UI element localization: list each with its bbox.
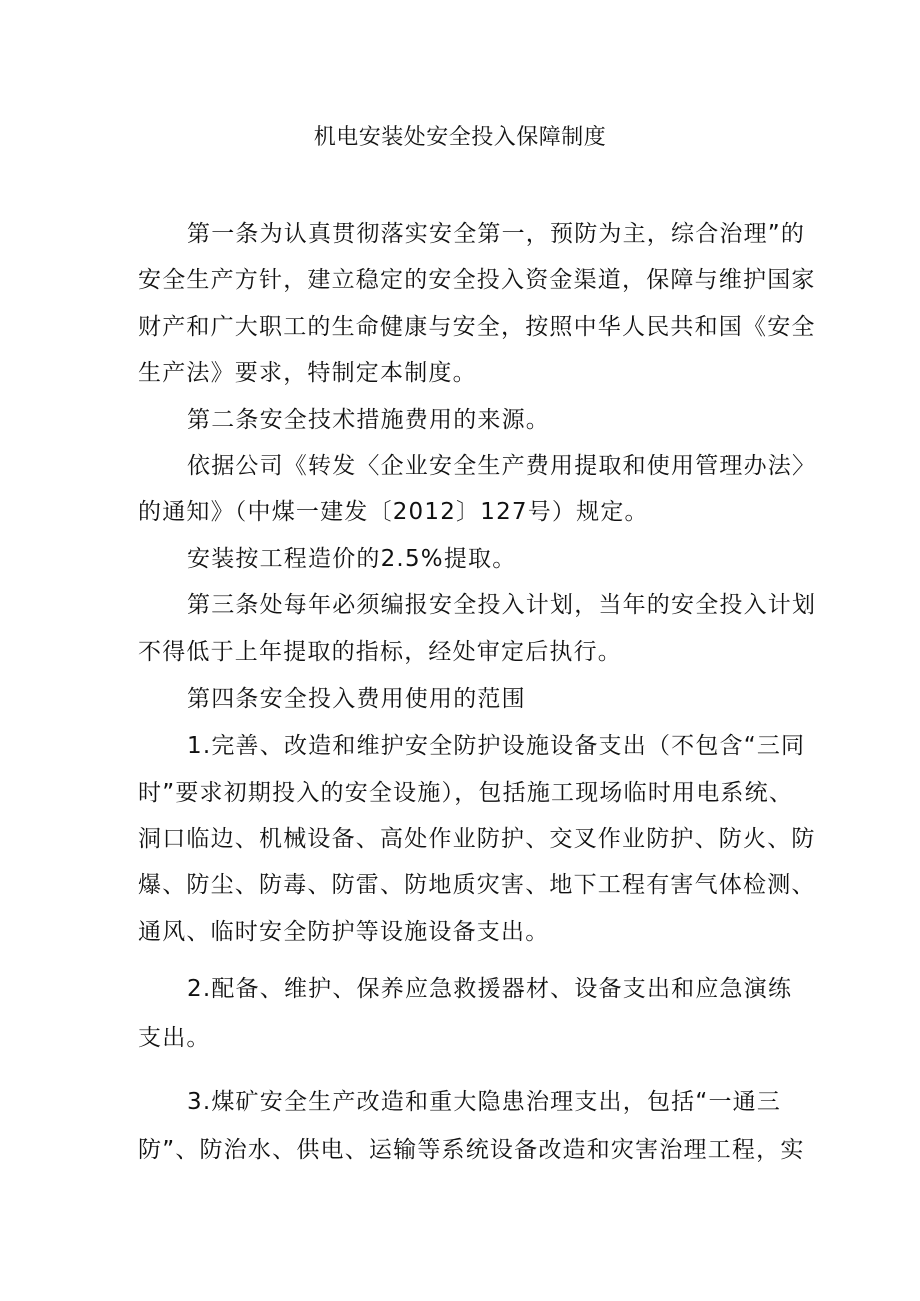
text-line: 洞口临边、机械设备、高处作业防护、交叉作业防护、防火、防 xyxy=(138,826,816,852)
text-line: 爆、防尘、防毒、防雷、防地质灾害、地下工程有害气体检测、 xyxy=(138,872,816,898)
text-line: 的通知》（中煤一建发〔2012〕127号）规定。 xyxy=(138,499,649,525)
text-line: 财产和广大职工的生命健康与安全，按照中华人民共和国《安全 xyxy=(138,314,816,340)
text-line: 生产法》要求，特制定本制度。 xyxy=(138,360,477,386)
text-line: 安装按工程造价的2.5%提取。 xyxy=(187,546,517,572)
text-line: 依据公司《转发〈企业安全生产费用提取和使用管理办法〉 xyxy=(187,453,817,479)
text-line: 安全生产方针，建立稳定的安全投入资金渠道，保障与维护国家 xyxy=(138,267,816,293)
text-line-article-1: 第一条为认真贯彻落实安全第一，预防为主，综合治理”的 xyxy=(187,221,806,247)
text-line: 防”、防治水、供电、运输等系统设备改造和灾害治理工程，实 xyxy=(138,1137,805,1163)
text-line-article-2: 第二条安全技术措施费用的来源。 xyxy=(187,407,550,433)
text-line-item-3: 3.煤矿安全生产改造和重大隐患治理支出，包括“一通三 xyxy=(187,1089,782,1115)
text-line: 支出。 xyxy=(138,1025,211,1051)
text-line-item-1: 1.完善、改造和维护安全防护设施设备支出（不包含“三同 xyxy=(187,733,806,759)
text-line-article-4: 第四条安全投入费用使用的范围 xyxy=(187,686,526,712)
text-line: 时”要求初期投入的安全设施），包括施工现场临时用电系统、 xyxy=(138,780,794,806)
text-line: 通风、临时安全防护等设施设备支出。 xyxy=(138,919,550,945)
text-line-article-3: 第三条处每年必须编报安全投入计划，当年的安全投入计划 xyxy=(187,592,817,618)
document-title: 机电安装处安全投入保障制度 xyxy=(313,125,607,150)
text-line: 不得低于上年提取的指标，经处审定后执行。 xyxy=(138,639,622,665)
text-line-item-2: 2.配备、维护、保养应急救援器材、设备支出和应急演练 xyxy=(187,976,793,1002)
